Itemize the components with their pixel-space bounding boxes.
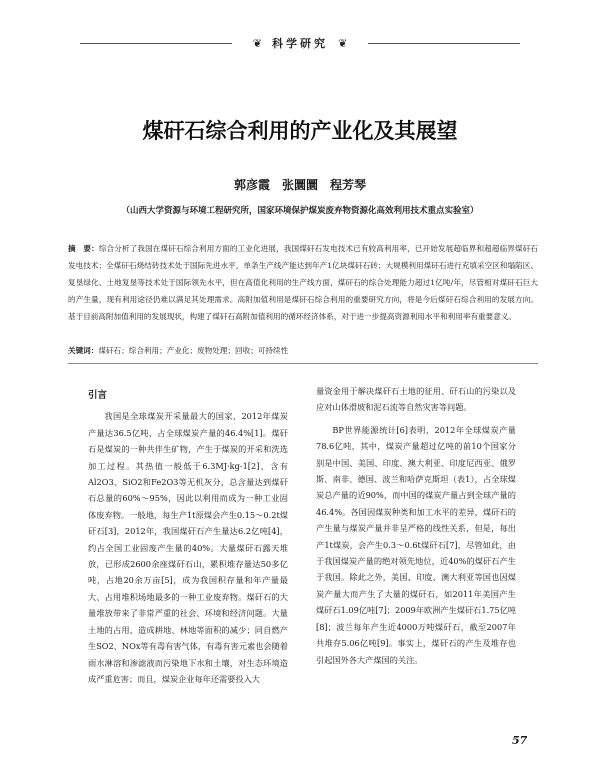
keywords-label: 关键词：: [68, 346, 99, 355]
body-paragraph: 我国是全球煤炭开采量最大的国家，2012年煤炭产量达36.5亿吨，占全球煤炭产量的46.4%[1]。煤矸石是煤炭的一种共伴生矿物，产生于煤炭的开采和洗选加工过程。其热值一般低于6.3MJ·kg-1[2]，含有Al2O3、SiO2和Fe2O3等无机灰分，总含量达到煤矸石总量的60%～95%，因此以利用而成为一种工业固体废弃物。一般地，每生产1t原煤会产生0.15～0.2t煤矸石[3]，2012年，我国煤矸石产生量达6.2亿吨[4]，约占全国工业固废产生量的40%。大量煤矸石露天堆放，已形成2600余座煤矸石山，累积堆存量达50多亿吨，占地20余万亩[5]，成为我国积存量和年产量最大、占用堆积场地最多的一种工业废弃物。煤矸石的大量堆放带来了非常严重的社会、环境和经济问题。大量土地的占用，造成耕地、林地等面积的减少；同自燃产生SO2、NOx等有毒有害气体，有毒有害元素也会随着雨水淋溶和渗滤液而污染地下水和土壤，对生态环境造成严重危害；而且，煤炭企业每年还需要投入大: [88, 411, 288, 684]
page-number: 57: [512, 734, 528, 747]
keywords-text: 煤矸石；综合利用；产业化；废物处理；回收；可持续性: [98, 346, 289, 355]
authors: 郭彦霞 张圜圜 程芳琴: [233, 178, 366, 192]
section-name: 科学研究: [272, 37, 328, 50]
abstract-label: 摘 要：: [68, 244, 99, 253]
affiliation: （山西大学资源与环境工程研究所，国家环境保护煤炭废弃物资源化高效利用技术重点实验室）: [121, 206, 479, 216]
body-column-left: [88, 388, 288, 687]
paper-title: 煤矸石综合利用的产业化及其展望: [142, 119, 458, 143]
intro-heading: 引言: [88, 390, 108, 401]
abstract-text: 综合分析了我国在煤矸石综合利用方面的工业化进展，我国煤矸石发电技术已有较高利用率，已开始发展超临界和超超临界煤矸石发电技术；全煤矸石烧结砖技术处于国际先进水平，单条生产线产能达到年产1亿块煤矸石砖；大规模利用煤矸石进行充填采空区和塌陷区、复垦绿化、土地复垦等技术处于国际领先水平，但在高值化利用的生产线方面，煤矸石的综合处理能力超过1亿吨/年，尽管相对煤矸石巨大的产生量，现有利用途径仍难以满足其处理需求。高附加值利用是煤矸石综合利用的重要研究方向，将是今后煤矸石综合利用的发展方向。基于目前高附加值利用的发展现状，构建了煤矸石高附加值利用的循环经济体系，对于进一步提高资源利用水平和利用率有重要意义。: [68, 244, 538, 321]
section-header: [232, 34, 368, 52]
ornament-right-icon: ❦: [338, 36, 348, 50]
keywords-rule: [68, 363, 538, 364]
body-paragraph: 量资金用于解决煤矸石土地的征用、矸石山的污染以及应对山体滑坡和泥石流等自然灾害等问题。: [316, 386, 516, 413]
body-paragraph: BP世界能源统计[6]表明，2012年全球煤炭产量78.6亿吨，其中，煤炭产量超过亿吨的前10个国家分别是中国、美国、印度、澳大利亚、印度尼西亚、俄罗斯、南非、德国、波兰和哈萨克斯坦（表1），占全球煤炭总产量的近90%，而中国的煤炭产量占到全球产量的46.4%。各国因煤炭种类和加工水平的差异，煤矸石的产生量与煤炭产量并非呈严格的线性关系，但是，每出产1t煤炭，会产生0.3～0.6t煤矸石[7]，尽管如此，由于我国煤炭产量的绝对领先地位，近40%的煤矸石产生于我国。除此之外，美国、印度、澳大利亚等国也因煤炭产量大而产生了大量的煤矸石，如2011年美国产生煤矸石1.09亿吨[7]；2009年欧洲产生煤矸石1.75亿吨[8]；波兰每年产生近4000万吨煤矸石，截至2007年共堆存5.06亿吨[9]。事实上，煤矸石的产生及堆存也引起国外各大产煤国的关注。: [316, 424, 516, 665]
keywords: [68, 342, 538, 359]
body-column-right: [316, 383, 516, 668]
abstract: [68, 240, 538, 325]
ornament-left-icon: ❦: [252, 36, 262, 50]
